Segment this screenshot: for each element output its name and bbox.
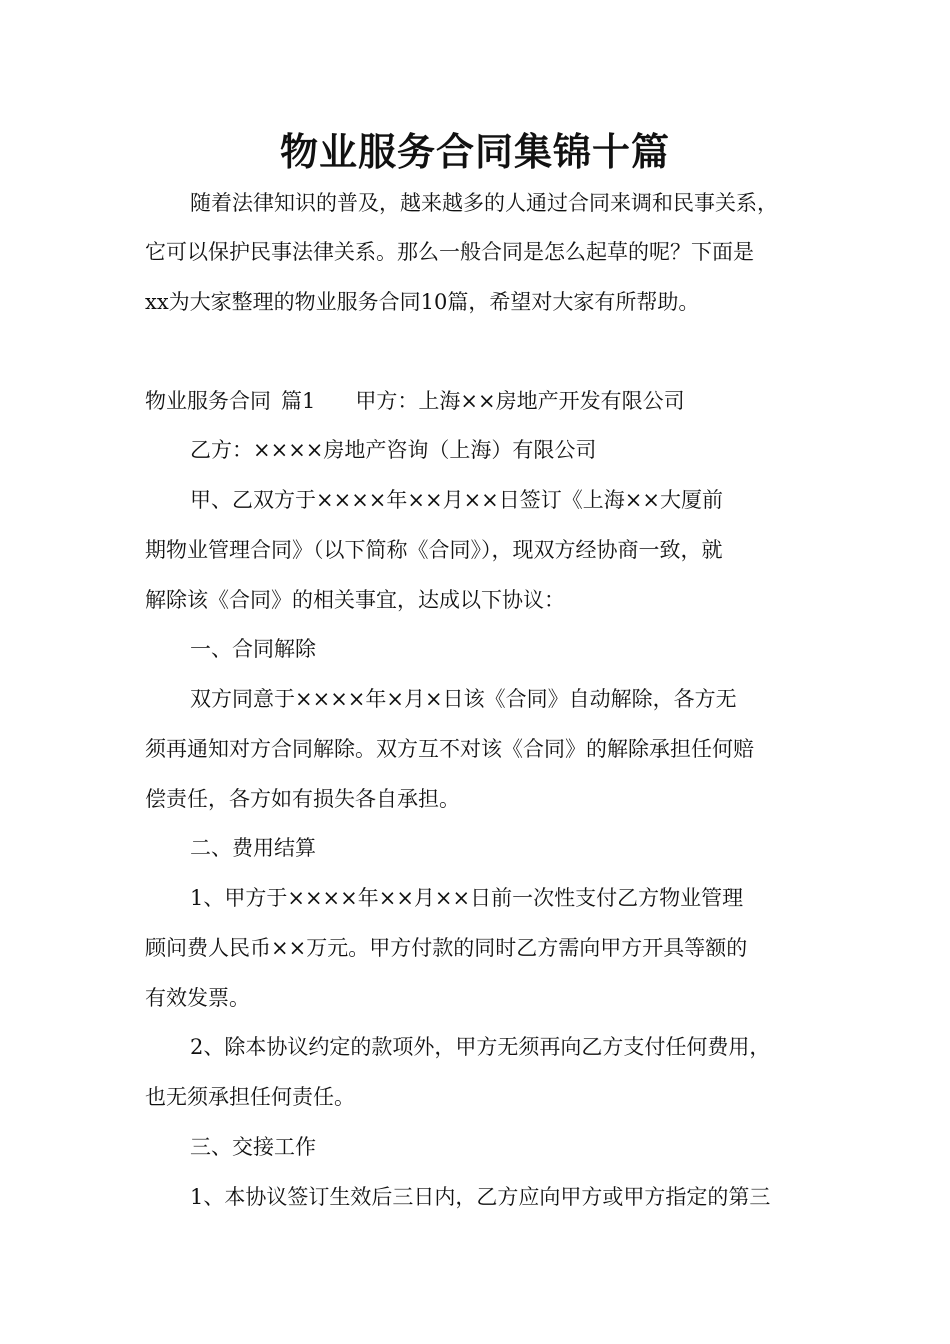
body-line: 也无须承担任何责任。	[145, 1085, 355, 1109]
body-line: 期物业管理合同》（以下简称《合同》），现双方经协商一致，就	[145, 538, 723, 562]
body-line: 1、本协议签订生效后三日内，乙方应向甲方或甲方指定的第三	[190, 1185, 771, 1209]
body-line: 偿责任，各方如有损失各自承担。	[145, 787, 460, 811]
section-heading-2: 二、费用结算	[190, 836, 316, 860]
body-line: 顾问费人民币××万元。甲方付款的同时乙方需向甲方开具等额的	[145, 936, 748, 960]
intro-line-1: 随着法律知识的普及，越来越多的人通过合同来调和民事关系，	[190, 191, 778, 215]
section-heading	[145, 384, 810, 418]
body-line: 1、甲方于××××年××月××日前一次性支付乙方物业管理	[190, 886, 744, 910]
body-line: 双方同意于××××年×月×日该《合同》自动解除，各方无	[190, 687, 737, 711]
body-line: 甲、乙双方于××××年××月××日签订《上海××大厦前	[190, 488, 723, 512]
body-line: 须再通知对方合同解除。双方互不对该《合同》的解除承担任何赔	[145, 737, 754, 761]
intro-line-2: 它可以保护民事法律关系。那么一般合同是怎么起草的呢？下面是	[145, 240, 754, 264]
body-line: 2、除本协议约定的款项外，甲方无须再向乙方支付任何费用，	[190, 1035, 771, 1059]
document-title: 物业服务合同集锦十篇	[279, 130, 670, 174]
intro-line-3: xx为大家整理的物业服务合同10篇，希望对大家有所帮助。	[145, 290, 700, 314]
party-a: 甲方：上海××房地产开发有限公司	[355, 389, 685, 413]
section-heading-3: 三、交接工作	[190, 1135, 316, 1159]
section-title: 物业服务合同	[145, 389, 271, 413]
party-b: 乙方：××××房地产咨询（上海）有限公司	[190, 438, 597, 462]
body-line: 有效发票。	[145, 986, 250, 1010]
body-line: 解除该《合同》的相关事宜，达成以下协议：	[145, 588, 565, 612]
section-number: 篇1	[281, 389, 316, 413]
section-heading-1: 一、合同解除	[190, 637, 316, 661]
